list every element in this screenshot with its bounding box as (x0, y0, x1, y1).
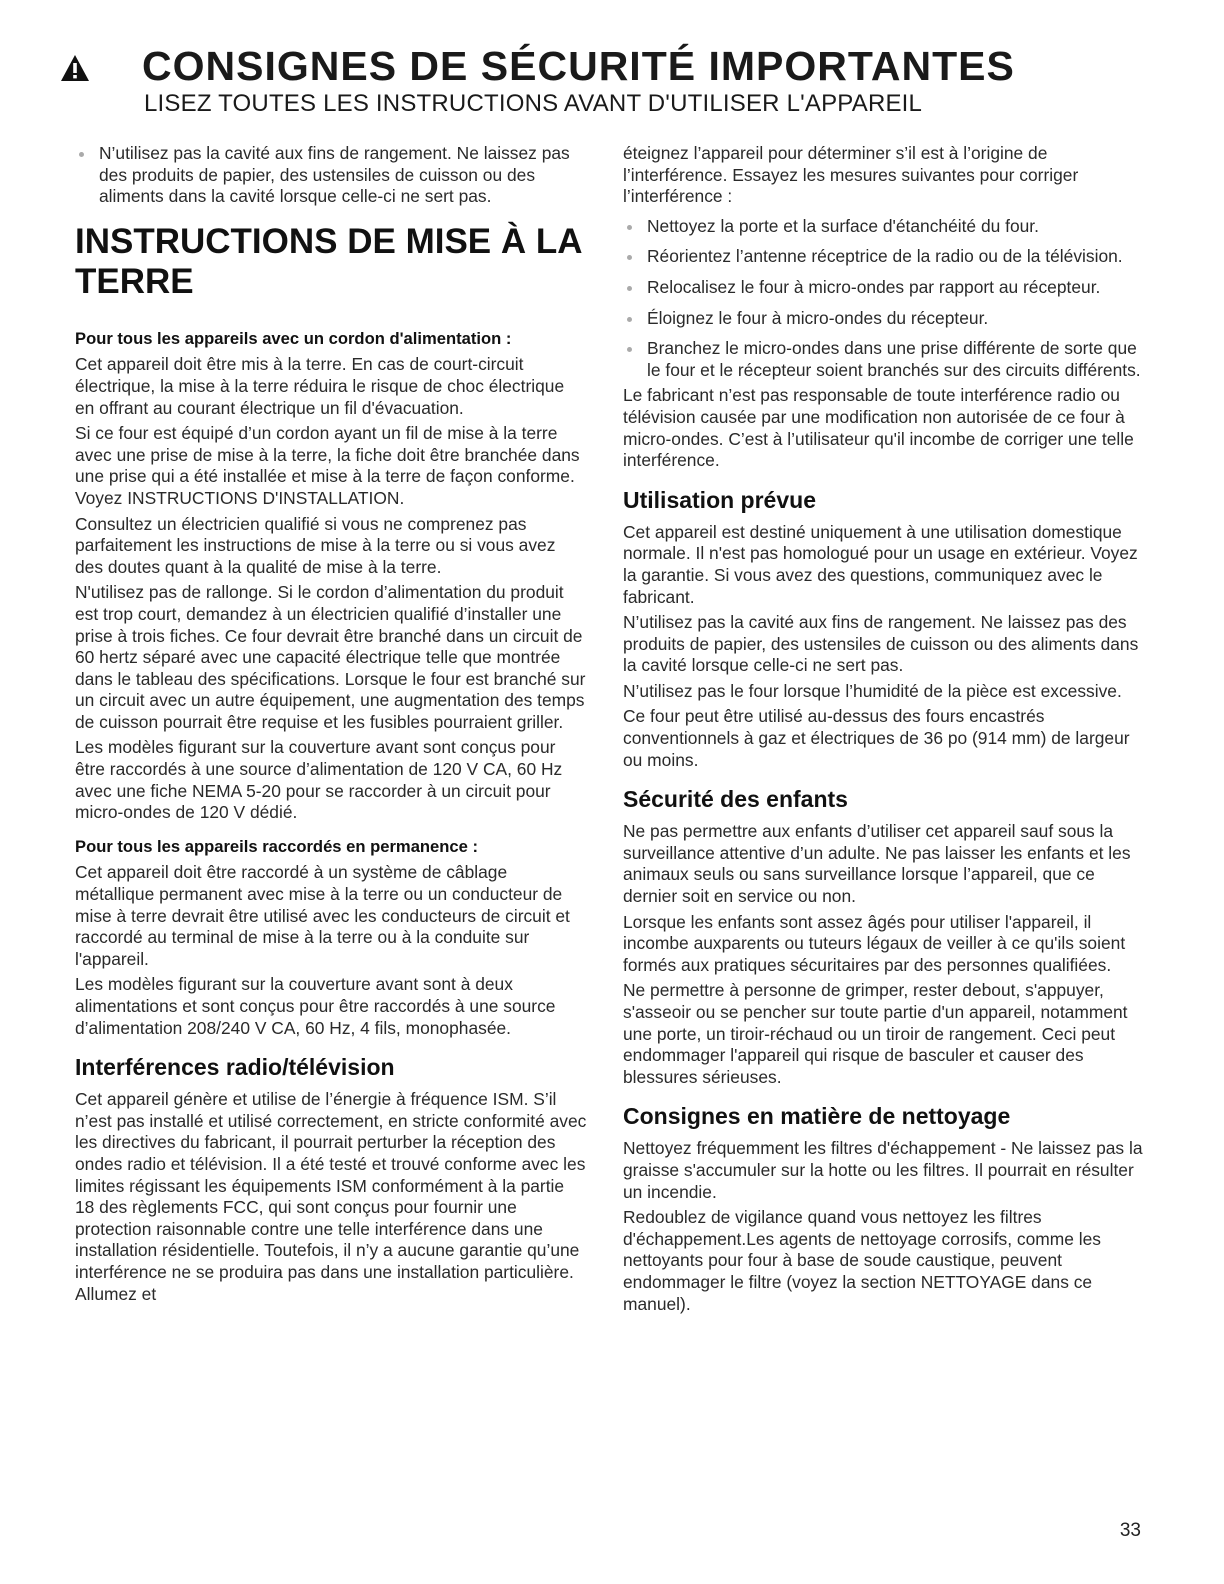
paragraph: Lorsque les enfants sont assez âgés pour utiliser l'appareil, il incombe auxparents ou tuteurs légaux de veiller à ce qu'ils soient formés aux pratiques sécuritaires par des personnes qualifiées. (623, 911, 1126, 975)
usage-title: Utilisation prévue (623, 486, 816, 513)
paragraph: Consultez un électricien qualifié si vous ne comprenez pas parfaitement les instructions de mise à la terre ou si vous avez des doutes quant à la qualité de mise à la terre. (75, 513, 556, 577)
paragraph: Redoublez de vigilance quand vous nettoyez les filtres d'échappement.Les agents de nettoyage corrosifs, comme les nettoyants pour four à base de soude caustique, peuvent endommager le filtre (voyez la section NETTOYAGE dans ce manuel). (623, 1207, 1101, 1314)
permanent-heading: Pour tous les appareils raccordés en permanence : (75, 836, 479, 856)
header-title-row (60, 42, 1170, 90)
paragraph: N'utilisez pas de rallonge. Si le cordon d’alimentation du produit est trop court, demandez à un électricien qualifié d’installer une prise à trois fiches. Ce four devrait être branché dans un circuit de 60 hertz séparé avec une capacité électrique telle que montrée dans le tableau des spécifications. Lorsque le four est branché sur un circuit avec un autre équipement, une augmentation des temps de cuisson pourrait être requise et les fusibles pourraient griller. (75, 582, 586, 732)
list-item: N’utilisez pas la cavité aux fins de rangement. Ne laissez pas des produits de papier, des ustensiles de cuisson ou des aliments dans la cavité lorsque celle-ci ne sert pas. (75, 143, 587, 208)
paragraph: Les modèles figurant sur la couverture avant sont à deux alimentations et sont conçus pour être raccordés à une source d’alimentation 208/240 V CA, 60 Hz, 4 fils, monophasée. (75, 974, 556, 1038)
paragraph: Les modèles figurant sur la couverture avant sont conçus pour être raccordés à une source d’alimentation de 120 V CA, 60 Hz avec une fiche NEMA 5-20 pour se raccorder à un circuit pour micro-ondes de 120 V dédié. (75, 737, 563, 823)
paragraph: Le fabricant n’est pas responsable de toute interférence radio ou télévision causée par une modification non autorisée de ce four à micro-ondes. C’est à l’utilisateur qu'il incombe de corriger une telle interférence. (623, 385, 1134, 471)
page-title: CONSIGNES DE SÉCURITÉ IMPORTANTES (142, 43, 1015, 89)
paragraph: N’utilisez pas la cavité aux fins de rangement. Ne laissez pas des produits de papier, des ustensiles de cuisson ou des aliments dans la cavité lorsque celle-ci ne sert pas. (623, 612, 1139, 676)
paragraph: Ne pas permettre aux enfants d’utiliser cet appareil sauf sous la surveillance attentive d’un adulte. Ne pas laisser les enfants et les animaux seuls ou sans surveillance lorsque l’appareil, que ce dernier soit en service ou non. (623, 821, 1131, 907)
paragraph: éteignez l’appareil pour déterminer s’il est à l’origine de l’interférence. Essayez les mesures suivantes pour corriger l’interférence : (623, 143, 1079, 207)
cord-heading: Pour tous les appareils avec un cordon d'alimentation : (75, 328, 512, 348)
page-subtitle: LISEZ TOUTES LES INSTRUCTIONS AVANT D'UTILISER L'APPAREIL (144, 90, 923, 117)
paragraph: Cet appareil est destiné uniquement à une utilisation domestique normale. Il n'est pas homologué pour un usage en extérieur. Voyez la garantie. Si vous avez des questions, communiquez avec le fabricant. (623, 521, 1138, 607)
paragraph: Ne permettre à personne de grimper, rester debout, s'appuyer, s'asseoir ou se pencher sur toute partie d'un appareil, notamment une porte, un tiroir-réchaud ou un tiroir de rangement. Ceci peut endommager l'appareil qui risque de basculer et causer des blessures sérieuses. (623, 980, 1128, 1087)
cleaning-title: Consignes en matière de nettoyage (623, 1103, 1011, 1130)
paragraph: Nettoyez fréquemment les filtres d'échappement - Ne laissez pas la graisse s'accumuler sur la hotte ou les filtres. Il pourrait en résulter un incendie. (623, 1138, 1143, 1202)
measures-list (623, 216, 1143, 382)
list-item: Branchez le micro-ondes dans une prise différente de sorte que le four et le récepteur soient branchés sur des circuits différents. (623, 338, 1143, 381)
warning-triangle-icon (60, 54, 90, 82)
page-header (60, 42, 1170, 118)
storage-bullet-list (75, 143, 587, 208)
paragraph: Cet appareil génère et utilise de l’énergie à fréquence ISM. S’il n’est pas installé et utilisé correctement, en stricte conformité avec les directives du fabricant, il pourrait perturber la réception des ondes radio et télévision. Il a été testé et trouvé conforme avec les limites régissant les équipements ISM conformément à la partie 18 des règlements FCC, qui sont conçus pour fournir une protection raisonnable contre une telle interférence dans une installation résidentielle. Toutefois, il n’y a aucune garantie qu’une interférence ne se produira pas dans une installation particulière. Allumez et (75, 1089, 587, 1304)
left-column (75, 143, 587, 1309)
paragraph: Si ce four est équipé d’un cordon ayant un fil de mise à la terre avec une prise de mise à la terre, la fiche doit être branchée dans une prise qui a été installée et mise à la terre de façon conforme. Voyez INSTRUCTIONS D'INSTALLATION. (75, 423, 580, 508)
list-item: Éloignez le four à micro-ondes du récepteur. (623, 308, 1143, 330)
interference-title: Interférences radio/télévision (75, 1054, 395, 1081)
list-item: Réorientez l’antenne réceptrice de la radio ou de la télévision. (623, 246, 1143, 268)
paragraph: N’utilisez pas le four lorsque l’humidité de la pièce est excessive. (623, 680, 1122, 701)
right-column (623, 143, 1143, 1319)
child-safety-title: Sécurité des enfants (623, 786, 848, 813)
paragraph: Cet appareil doit être raccordé à un système de câblage métallique permanent avec mise à la terre ou un conducteur de mise à terre devrait être utilisé avec les conducteurs de circuit et raccordé au terminal de mise à la terre ou à la conduite sur l'appareil. (75, 862, 570, 969)
paragraph: Ce four peut être utilisé au-dessus des fours encastrés conventionnels à gaz et électriques de 36 po (914 mm) de largeur ou moins. (623, 706, 1130, 770)
grounding-title: INSTRUCTIONS DE MISE À LA TERRE (75, 221, 582, 301)
page-number: 33 (1119, 1520, 1141, 1541)
paragraph: Cet appareil doit être mis à la terre. En cas de court-circuit électrique, la mise à la terre réduira le risque de choc électrique en offrant au courant électrique un fil d'évacuation. (75, 354, 565, 418)
list-item: Relocalisez le four à micro-ondes par rapport au récepteur. (623, 277, 1143, 299)
list-item: Nettoyez la porte et la surface d'étanchéité du four. (623, 216, 1143, 238)
